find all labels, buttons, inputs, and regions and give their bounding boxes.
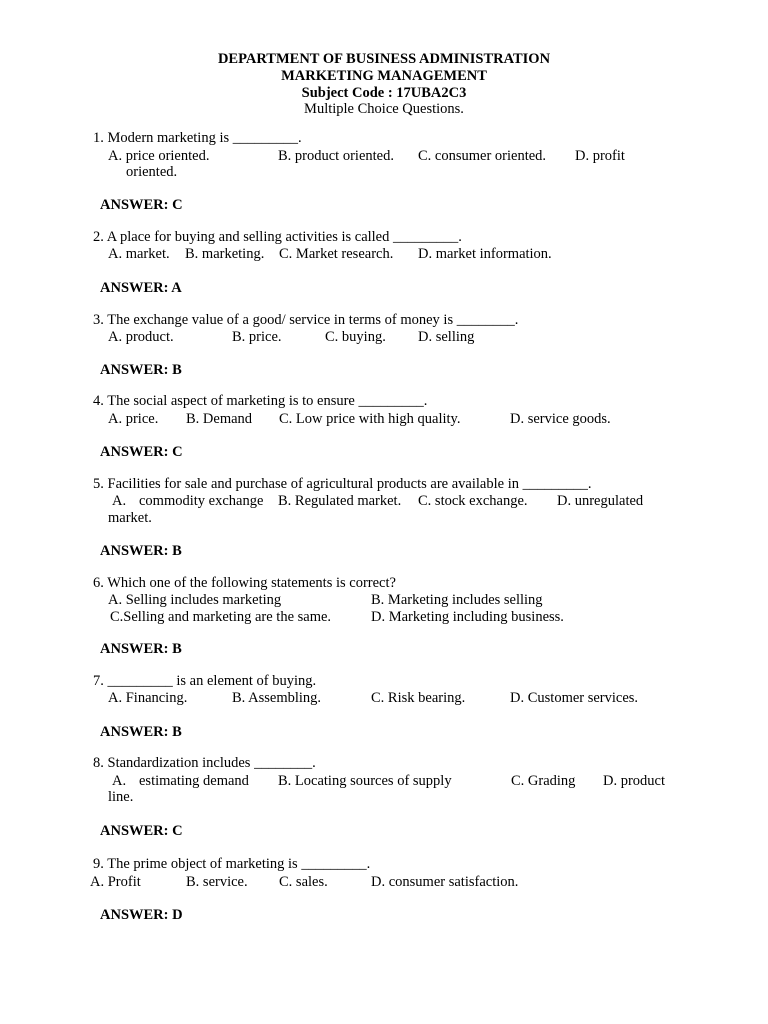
option-b: B. Assembling. — [232, 690, 322, 706]
question-stem: 5. Facilities for sale and purchase of agricultural products are available in _________. — [93, 476, 592, 492]
question-stem: 6. Which one of the following statements is correct? — [93, 575, 396, 591]
subject-code: Subject Code : 17UBA2C3 — [301, 85, 467, 101]
option-d: D. Customer services. — [510, 690, 639, 706]
option-a-text: estimating demand — [139, 773, 249, 789]
option-d: D. Marketing including business. — [371, 609, 564, 625]
question-stem: 2. A place for buying and selling activities is called _________. — [93, 229, 462, 245]
question-stem: 3. The exchange value of a good/ service in terms of money is ________. — [93, 312, 519, 328]
answer-label: ANSWER: B — [100, 724, 182, 740]
answer-label: ANSWER: B — [100, 641, 182, 657]
option-c: C. Risk bearing. — [371, 690, 466, 706]
option-b: B. price. — [232, 329, 282, 345]
option-d: D. market information. — [418, 246, 552, 262]
option-a: A. Profit — [90, 874, 141, 890]
option-b: B. Marketing includes selling — [371, 592, 543, 608]
option-d: D. product — [603, 773, 666, 789]
option-a: A. — [112, 773, 127, 789]
option-c: C. Low price with high quality. — [279, 411, 461, 427]
option-c: C. Grading — [511, 773, 576, 789]
department-heading: DEPARTMENT OF BUSINESS ADMINISTRATION — [217, 51, 551, 67]
answer-label: ANSWER: B — [100, 543, 182, 559]
answer-label: ANSWER: B — [100, 362, 182, 378]
option-d: D. selling — [418, 329, 475, 345]
option-continuation: oriented. — [126, 164, 178, 180]
option-a: A. price. — [108, 411, 159, 427]
question-stem: 8. Standardization includes ________. — [93, 755, 316, 771]
option-a: A. Selling includes marketing — [108, 592, 282, 608]
subtitle: Multiple Choice Questions. — [304, 101, 464, 117]
option-d: D. unregulated — [557, 493, 644, 509]
option-continuation: line. — [108, 789, 134, 805]
answer-label: ANSWER: C — [100, 823, 183, 839]
answer-label: ANSWER: D — [100, 907, 183, 923]
option-continuation: market. — [108, 510, 152, 526]
option-b: B. Regulated market. — [278, 493, 402, 509]
question-stem: 1. Modern marketing is _________. — [93, 130, 302, 146]
option-a: A. product. — [108, 329, 174, 345]
option-d: D. service goods. — [510, 411, 611, 427]
option-d: D. consumer satisfaction. — [371, 874, 519, 890]
option-c: C. buying. — [325, 329, 386, 345]
option-c: C. Market research. — [279, 246, 394, 262]
option-a: A. — [112, 493, 127, 509]
option-d: D. profit — [575, 148, 625, 164]
option-a: A. Financing. — [108, 690, 188, 706]
option-c: C. sales. — [279, 874, 328, 890]
option-b: B. product oriented. — [278, 148, 394, 164]
answer-label: ANSWER: C — [100, 444, 183, 460]
option-c: C.Selling and marketing are the same. — [110, 609, 332, 625]
option-a: A. market. — [108, 246, 170, 262]
answer-label: ANSWER: A — [100, 280, 182, 296]
question-stem: 9. The prime object of marketing is _________. — [93, 856, 371, 872]
option-b: B. Demand — [186, 411, 253, 427]
option-b: B. service. — [186, 874, 248, 890]
option-c: C. consumer oriented. — [418, 148, 547, 164]
option-c: C. stock exchange. — [418, 493, 528, 509]
question-stem: 4. The social aspect of marketing is to ensure _________. — [93, 393, 428, 409]
option-b: B. marketing. — [185, 246, 265, 262]
question-stem: 7. _________ is an element of buying. — [93, 673, 317, 689]
option-a-text: commodity exchange — [139, 493, 264, 509]
answer-label: ANSWER: C — [100, 197, 183, 213]
course-heading: MARKETING MANAGEMENT — [281, 68, 487, 84]
option-b: B. Locating sources of supply — [278, 773, 452, 789]
option-a: A. price oriented. — [108, 148, 210, 164]
